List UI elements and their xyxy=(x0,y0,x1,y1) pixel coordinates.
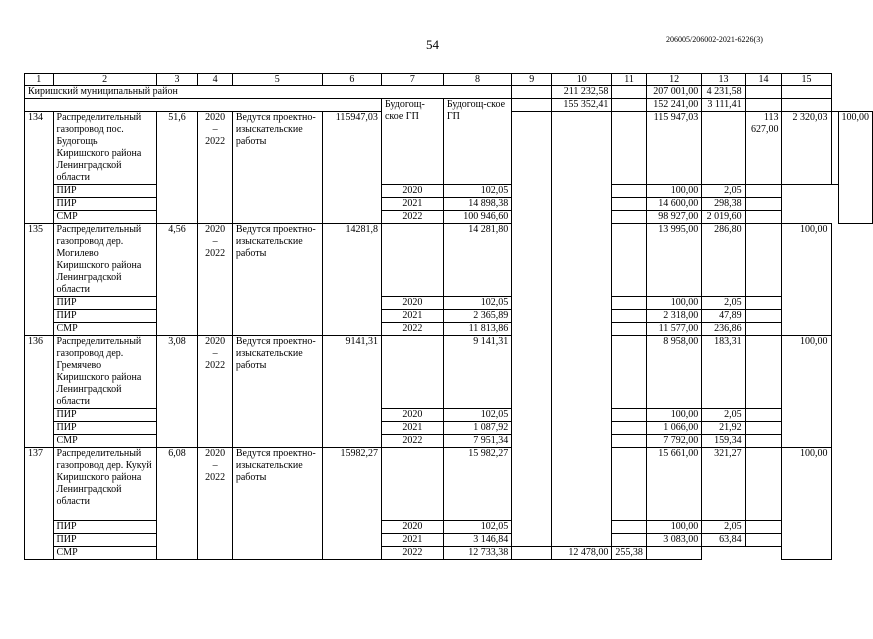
work-amount-10: 102,05 xyxy=(443,409,511,422)
table-row xyxy=(25,448,873,521)
item-length: 51,6 xyxy=(156,112,198,224)
cell xyxy=(782,99,831,112)
item-total-10: 15 982,27 xyxy=(443,448,511,521)
cell xyxy=(612,185,647,198)
cell xyxy=(381,224,443,297)
cell xyxy=(552,112,612,547)
settlement-total-10: 155 352,41 xyxy=(552,99,612,112)
work-amount-12: 98 927,00 xyxy=(646,211,701,224)
col-header: 3 xyxy=(156,74,198,86)
item-period: 2020 – 2022 xyxy=(198,448,232,560)
work-amount-13: 2,05 xyxy=(702,409,745,422)
item-total-13: 321,27 xyxy=(702,448,745,521)
settlement-total-12: 152 241,00 xyxy=(646,99,701,112)
cell xyxy=(612,521,647,534)
work-year: 2020 xyxy=(381,297,443,310)
work-year: 2021 xyxy=(381,422,443,435)
work-type: ПИР xyxy=(53,185,156,198)
col-header: 11 xyxy=(612,74,647,86)
col-header: 4 xyxy=(198,74,232,86)
col-header: 15 xyxy=(782,74,831,86)
work-amount-10: 14 898,38 xyxy=(443,198,511,211)
item-total-10: 14 281,80 xyxy=(443,224,511,297)
work-year: 2021 xyxy=(381,534,443,547)
table-row xyxy=(25,435,873,448)
cell xyxy=(612,211,647,224)
work-year: 2021 xyxy=(381,198,443,211)
work-amount-13: 298,38 xyxy=(702,198,745,211)
cell xyxy=(745,310,782,323)
item-total-10: 9 141,31 xyxy=(443,336,511,409)
work-type: СМР xyxy=(53,435,156,448)
table-row xyxy=(25,297,873,310)
work-type: СМР xyxy=(53,323,156,336)
work-amount-10: 2 365,89 xyxy=(443,310,511,323)
cell xyxy=(745,297,782,310)
cell xyxy=(745,435,782,448)
table-row xyxy=(25,422,873,435)
col-header: 14 xyxy=(745,74,782,86)
table-row xyxy=(25,323,873,336)
item-period: 2020 – 2022 xyxy=(198,224,232,336)
table-row xyxy=(25,211,873,224)
col-header: 10 xyxy=(552,74,612,86)
work-amount-13: 63,84 xyxy=(702,534,745,547)
work-amount-12: 1 066,00 xyxy=(646,422,701,435)
item-period: 2020 – 2022 xyxy=(198,112,232,224)
item-percent: 100,00 xyxy=(838,112,873,224)
work-amount-13: 159,34 xyxy=(702,435,745,448)
cell xyxy=(612,224,647,297)
table-row xyxy=(25,534,873,547)
item-status: Ведутся проектно-изыскательские работы xyxy=(232,224,322,336)
cell xyxy=(745,422,782,435)
cell xyxy=(612,336,647,409)
item-total-10: 115 947,03 xyxy=(646,112,701,185)
work-year: 2022 xyxy=(381,547,443,560)
table-row xyxy=(25,547,873,560)
region-row xyxy=(25,86,873,99)
work-amount-10: 100 946,60 xyxy=(443,211,511,224)
cell xyxy=(612,422,647,435)
table-row xyxy=(25,310,873,323)
item-number: 135 xyxy=(25,224,54,336)
work-amount-13: 21,92 xyxy=(702,422,745,435)
table-row xyxy=(25,224,873,297)
item-cost: 14281,8 xyxy=(322,224,381,336)
cell xyxy=(612,86,647,99)
cell xyxy=(702,112,745,185)
work-amount-10: 102,05 xyxy=(443,297,511,310)
region-total-12: 207 001,00 xyxy=(646,86,701,99)
item-length: 4,56 xyxy=(156,224,198,336)
table-row xyxy=(25,409,873,422)
item-length: 6,08 xyxy=(156,448,198,560)
work-year: 2022 xyxy=(381,211,443,224)
work-amount-10: 7 951,34 xyxy=(443,435,511,448)
item-name: Распределительный газопровод дер. Гремячево Киришского района Ленинградской области xyxy=(53,336,156,409)
work-amount-12: 100,00 xyxy=(646,185,701,198)
work-amount-13: 236,86 xyxy=(702,323,745,336)
item-total-13: 286,80 xyxy=(702,224,745,297)
region-total-10: 211 232,58 xyxy=(552,86,612,99)
region-label: Киришский муниципальный район xyxy=(25,86,512,99)
cell xyxy=(745,198,782,211)
work-amount-13: 47,89 xyxy=(702,310,745,323)
cell xyxy=(745,224,782,297)
cell xyxy=(612,310,647,323)
work-amount-12: 3 083,00 xyxy=(646,534,701,547)
item-status: Ведутся проектно-изыскательские работы xyxy=(232,112,322,224)
work-amount-13: 2 019,60 xyxy=(702,211,745,224)
work-amount-10: 11 813,86 xyxy=(443,323,511,336)
work-type: ПИР xyxy=(53,422,156,435)
work-amount-10: 3 146,84 xyxy=(443,534,511,547)
col-header: 12 xyxy=(646,74,701,86)
settlement-name-8: Будогощ-ское ГП xyxy=(443,99,511,185)
cell xyxy=(782,86,831,99)
col-header: 13 xyxy=(702,74,745,86)
col-header: 7 xyxy=(381,74,443,86)
cell xyxy=(612,198,647,211)
item-number: 136 xyxy=(25,336,54,448)
item-cost: 115947,03 xyxy=(322,112,381,224)
item-cost: 15982,27 xyxy=(322,448,381,560)
cell xyxy=(745,99,782,112)
document-code: 206005/206002-2021-6226(3) xyxy=(666,35,763,44)
cell xyxy=(612,297,647,310)
cell xyxy=(612,409,647,422)
cell xyxy=(745,185,782,198)
cell xyxy=(512,547,552,560)
settlement-name-7: Будогощ-ское ГП xyxy=(381,99,443,185)
col-header: 1 xyxy=(25,74,54,86)
work-amount-10: 12 733,38 xyxy=(443,547,511,560)
work-amount-12: 7 792,00 xyxy=(646,435,701,448)
col-header: 8 xyxy=(443,74,511,86)
item-name: Распределительный газопровод дер. Могилево Киришского района Ленинградской области xyxy=(53,224,156,297)
item-period: 2020 – 2022 xyxy=(198,336,232,448)
item-total-12: 15 661,00 xyxy=(646,448,701,521)
item-cost: 9141,31 xyxy=(322,336,381,448)
cell xyxy=(745,409,782,422)
work-amount-12: 100,00 xyxy=(646,521,701,534)
item-percent: 100,00 xyxy=(782,448,831,560)
item-number: 134 xyxy=(25,112,54,224)
work-year: 2022 xyxy=(381,435,443,448)
cell xyxy=(745,448,782,521)
work-year: 2020 xyxy=(381,409,443,422)
settlement-total-13: 3 111,41 xyxy=(702,99,745,112)
table-row xyxy=(25,198,873,211)
work-amount-12: 12 478,00 xyxy=(552,547,612,560)
cell xyxy=(745,211,782,224)
cell xyxy=(612,323,647,336)
item-total-12: 113 627,00 xyxy=(745,112,782,185)
cell xyxy=(381,336,443,409)
cell xyxy=(745,336,782,409)
work-amount-12: 14 600,00 xyxy=(646,198,701,211)
table-row xyxy=(25,185,873,198)
work-type: ПИР xyxy=(53,297,156,310)
cell xyxy=(381,448,443,521)
item-percent: 100,00 xyxy=(782,336,831,448)
item-total-13: 2 320,03 xyxy=(782,112,831,185)
work-amount-12: 100,00 xyxy=(646,409,701,422)
work-type: ПИР xyxy=(53,409,156,422)
work-type: ПИР xyxy=(53,534,156,547)
cell xyxy=(612,534,647,547)
work-year: 2022 xyxy=(381,323,443,336)
work-year: 2021 xyxy=(381,310,443,323)
settlement-row xyxy=(25,99,873,112)
cell xyxy=(612,448,647,521)
table-row xyxy=(25,521,873,534)
work-type: ПИР xyxy=(53,521,156,534)
work-amount-10: 1 087,92 xyxy=(443,422,511,435)
item-name: Распределительный газопровод дер. Кукуй Киришского района Ленинградской области xyxy=(53,448,156,521)
cell xyxy=(25,99,382,112)
page-number: 54 xyxy=(426,37,439,52)
col-header: 9 xyxy=(512,74,552,86)
item-status: Ведутся проектно-изыскательские работы xyxy=(232,448,322,560)
cell xyxy=(745,521,782,534)
item-percent: 100,00 xyxy=(782,224,831,336)
work-amount-13: 2,05 xyxy=(702,297,745,310)
work-amount-13: 255,38 xyxy=(612,547,647,560)
work-amount-13: 2,05 xyxy=(702,185,745,198)
work-year: 2020 xyxy=(381,185,443,198)
cell xyxy=(612,99,647,112)
col-header: 5 xyxy=(232,74,322,86)
cell xyxy=(612,435,647,448)
item-total-13: 183,31 xyxy=(702,336,745,409)
item-name: Распределительный газопровод пос. Будогощь Киришского района Ленинградской области xyxy=(53,112,156,185)
work-type: ПИР xyxy=(53,198,156,211)
work-amount-12: 2 318,00 xyxy=(646,310,701,323)
work-amount-10: 102,05 xyxy=(443,185,511,198)
col-header: 2 xyxy=(53,74,156,86)
cell xyxy=(512,99,552,112)
investment-table xyxy=(24,73,873,560)
cell xyxy=(512,86,552,99)
cell xyxy=(745,534,782,547)
item-status: Ведутся проектно-изыскательские работы xyxy=(232,336,322,448)
work-type: СМР xyxy=(53,211,156,224)
work-amount-12: 100,00 xyxy=(646,297,701,310)
cell xyxy=(745,86,782,99)
work-type: ПИР xyxy=(53,310,156,323)
item-length: 3,08 xyxy=(156,336,198,448)
work-amount-13: 2,05 xyxy=(702,521,745,534)
cell xyxy=(831,112,838,185)
work-amount-12: 11 577,00 xyxy=(646,323,701,336)
work-year: 2020 xyxy=(381,521,443,534)
item-number: 137 xyxy=(25,448,54,560)
item-total-12: 8 958,00 xyxy=(646,336,701,409)
item-total-12: 13 995,00 xyxy=(646,224,701,297)
region-total-13: 4 231,58 xyxy=(702,86,745,99)
work-type: СМР xyxy=(53,547,156,560)
cell xyxy=(745,323,782,336)
cell xyxy=(612,112,647,185)
column-number-row xyxy=(25,74,873,86)
table-row xyxy=(25,336,873,409)
cell xyxy=(512,112,552,547)
col-header: 6 xyxy=(322,74,381,86)
work-amount-10: 102,05 xyxy=(443,521,511,534)
cell xyxy=(646,547,701,560)
